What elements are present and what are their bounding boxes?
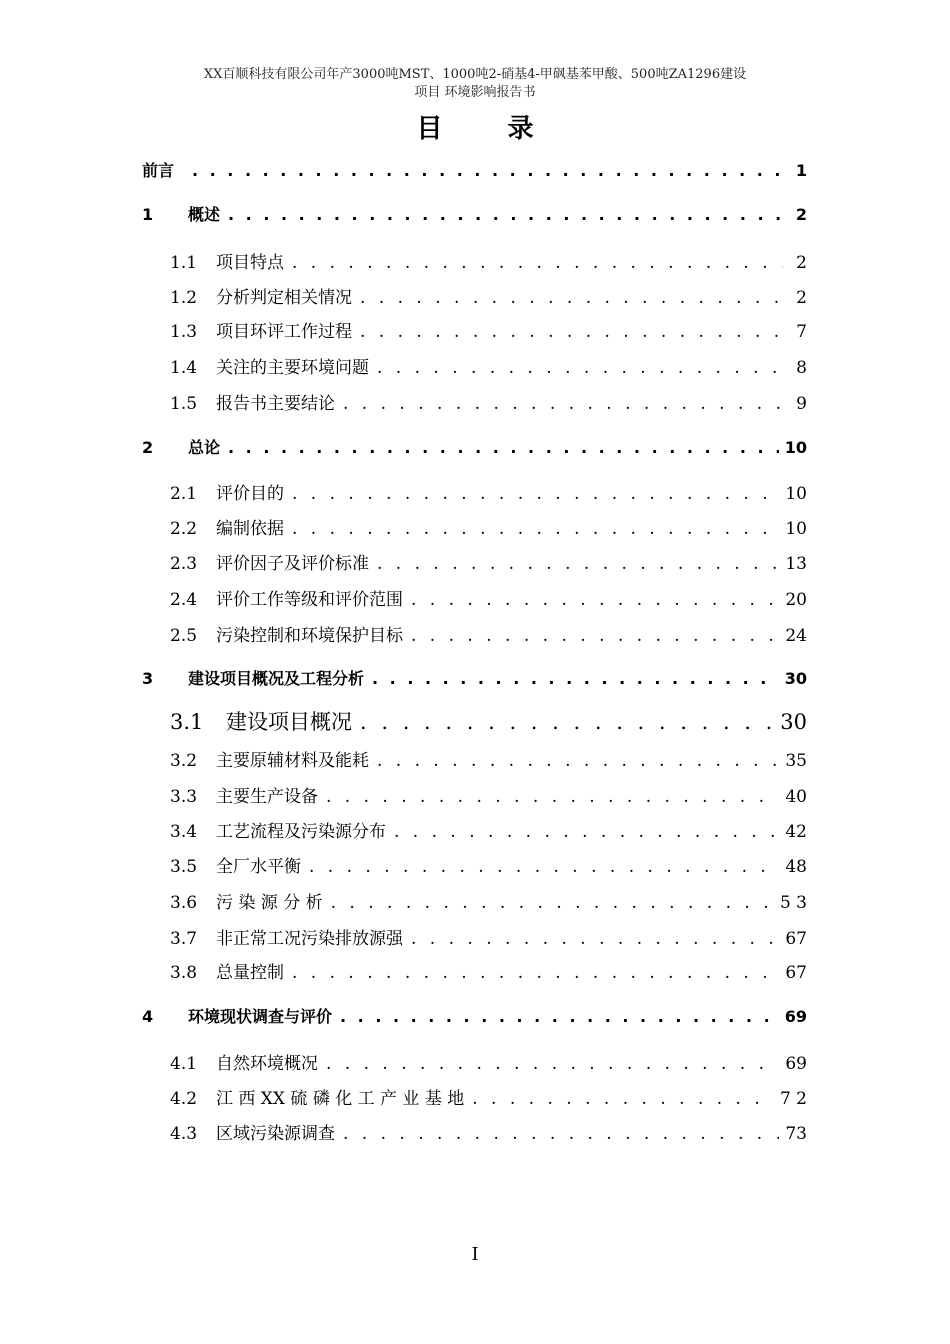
- toc-entry-title: 非正常工况污染排放源强: [216, 929, 403, 949]
- toc-entry-title: 环境现状调查与评价: [188, 1007, 333, 1026]
- toc-entry-title: 主要生产设备: [216, 787, 318, 807]
- toc-entry-number: 3.7: [170, 929, 198, 949]
- header-line-1: XX百顺科技有限公司年产3000吨MST、1000吨2-硝基4-甲砜基苯甲酸、500吨ZA1296建设: [203, 67, 747, 82]
- toc-entry-title: 工艺流程及污染源分布: [216, 822, 386, 842]
- toc-entry-page: 8: [796, 358, 807, 378]
- toc-entry-number: 2.3: [170, 554, 198, 574]
- toc-entry[interactable]: [170, 1084, 807, 1109]
- toc-leader-dots: [340, 1007, 779, 1026]
- toc-leader-dots: [292, 253, 783, 273]
- toc-entry-title: 总论: [188, 438, 221, 457]
- toc-entry[interactable]: [142, 202, 807, 225]
- page-header: [100, 66, 850, 102]
- toc-leader-dots: [343, 1124, 779, 1144]
- toc-entry[interactable]: [142, 435, 807, 458]
- toc-entry-title: 编制依据: [216, 519, 284, 539]
- toc-leader-dots: [411, 626, 779, 646]
- toc-leader-dots: [228, 438, 779, 457]
- toc-leader-dots: [377, 751, 779, 771]
- toc-entry[interactable]: [142, 1004, 807, 1027]
- header-line-2: 项目 环境影响报告书: [414, 85, 536, 100]
- toc-leader-dots: [292, 484, 779, 504]
- toc-entry-page: 10: [784, 438, 807, 457]
- toc-entry-number: 1.3: [170, 322, 198, 342]
- toc-leader-dots: [360, 288, 783, 308]
- toc-entry-title: 项目环评工作过程: [216, 322, 352, 342]
- toc-entry-number: 1.2: [170, 288, 198, 308]
- toc-entry-page: 7 2: [779, 1089, 807, 1109]
- toc-entry[interactable]: [170, 549, 807, 574]
- toc-entry-number: 2.2: [170, 519, 198, 539]
- toc-entry-number: 3.8: [170, 963, 198, 983]
- toc-entry-page: 67: [785, 929, 807, 949]
- toc-entry-title: 污 染 源 分 析: [216, 893, 323, 913]
- toc-entry-title: 评价工作等级和评价范围: [216, 590, 403, 610]
- toc-entry[interactable]: [170, 782, 807, 807]
- toc-entry-page: 30: [784, 669, 807, 688]
- toc-title: 目 录: [416, 114, 562, 144]
- toc-entry-title: 主要原辅材料及能耗: [216, 751, 369, 771]
- toc-entry-number: 4.1: [170, 1054, 198, 1074]
- toc-leader-dots: [377, 554, 779, 574]
- toc-leader-dots: [377, 358, 783, 378]
- toc-leader-dots: [372, 669, 779, 688]
- toc-entry[interactable]: [142, 666, 807, 689]
- toc-entry-number: 2: [142, 438, 154, 457]
- toc-leader-dots: [292, 519, 779, 539]
- toc-entry-page: 9: [796, 394, 807, 414]
- toc-entry-page: 24: [785, 626, 807, 646]
- toc-entry-number: 3.6: [170, 893, 198, 913]
- toc-entry[interactable]: [170, 353, 807, 378]
- toc-entry-page: 2: [796, 288, 807, 308]
- toc-leader-dots: [472, 1089, 774, 1109]
- toc-entry[interactable]: [170, 1049, 807, 1074]
- toc-entry-number: 1.1: [170, 253, 198, 273]
- toc-entry-title: 分析判定相关情况: [216, 288, 352, 308]
- toc-entry[interactable]: [170, 817, 807, 842]
- toc-leader-dots: [326, 787, 779, 807]
- toc-entry[interactable]: [170, 706, 807, 736]
- toc-entry-page: 7: [796, 322, 807, 342]
- toc-entry[interactable]: [170, 585, 807, 610]
- toc-entry-number: 3.5: [170, 857, 198, 877]
- toc-entry-number: 3.4: [170, 822, 198, 842]
- toc-entry-number: 2.1: [170, 484, 198, 504]
- toc-entry-title: 污染控制和环境保护目标: [216, 626, 403, 646]
- toc-entry-number: 2.4: [170, 590, 198, 610]
- toc-entry-page: 13: [785, 554, 807, 574]
- toc-entry-page: 42: [785, 822, 807, 842]
- toc-entry-page: 67: [785, 963, 807, 983]
- toc-entry-page: 69: [785, 1054, 807, 1074]
- toc-entry-page: 69: [784, 1007, 807, 1026]
- toc-entry-title: 建设项目概况: [226, 710, 352, 734]
- toc-leader-dots: [411, 929, 779, 949]
- toc-entry-title: 报告书主要结论: [216, 394, 335, 414]
- toc-entry[interactable]: [170, 621, 807, 646]
- toc-entry[interactable]: [170, 958, 807, 983]
- toc-entry-title: 自然环境概况: [216, 1054, 318, 1074]
- toc-entry-title: 评价目的: [216, 484, 284, 504]
- toc-entry-number: 1.5: [170, 394, 198, 414]
- toc-entry[interactable]: [170, 389, 807, 414]
- toc-entry-title: 评价因子及评价标准: [216, 554, 369, 574]
- toc-entry-title: 总量控制: [216, 963, 284, 983]
- toc-entry-page: 2: [795, 205, 807, 224]
- toc-entry[interactable]: [170, 479, 807, 504]
- toc-leader-dots: [343, 394, 783, 414]
- toc-entry-number: 3.3: [170, 787, 198, 807]
- toc-entry-page: 2: [796, 253, 807, 273]
- toc-leader-dots: [331, 893, 774, 913]
- toc-entry-page: 48: [785, 857, 807, 877]
- toc-entry-number: 4.3: [170, 1124, 198, 1144]
- toc-entry-page: 5 3: [779, 893, 807, 913]
- toc-leader-dots: [411, 590, 779, 610]
- toc-entry-page: 73: [785, 1124, 807, 1144]
- toc-entry-title: 概述: [188, 205, 221, 224]
- toc-entry[interactable]: [170, 248, 807, 273]
- toc-entry-number: 3.1: [170, 710, 204, 734]
- toc-leader-dots: [309, 857, 779, 877]
- toc-entry[interactable]: [170, 924, 807, 949]
- toc-entry[interactable]: [170, 514, 807, 539]
- toc-entry-title: 区域污染源调查: [216, 1124, 335, 1144]
- toc-entry-page: 10: [785, 519, 807, 539]
- toc-entry[interactable]: [170, 888, 807, 913]
- toc-entry[interactable]: [170, 1119, 807, 1144]
- toc-leader-dots: [292, 963, 779, 983]
- toc-entry-number: 3: [142, 669, 154, 688]
- toc-entry-page: 1: [795, 161, 807, 180]
- toc-entry-title: 项目特点: [216, 253, 284, 273]
- toc-leader-dots: [326, 1054, 779, 1074]
- toc-entry-number: 1.4: [170, 358, 198, 378]
- toc-entry[interactable]: [170, 283, 807, 308]
- toc-entry-title: 关注的主要环境问题: [216, 358, 369, 378]
- toc-entry-page: 10: [785, 484, 807, 504]
- toc-entry-title: 江 西 XX 硫 磷 化 工 产 业 基 地: [216, 1089, 465, 1109]
- toc-entry-number: 前言: [142, 161, 175, 180]
- toc-entry-number: 4: [142, 1007, 154, 1026]
- toc-entry-title: 全厂水平衡: [216, 857, 301, 877]
- toc-entry-page: 30: [780, 710, 807, 734]
- toc-entry-number: 2.5: [170, 626, 198, 646]
- toc-leader-dots: [360, 710, 774, 734]
- toc-leader-dots: [394, 822, 779, 842]
- toc-entry[interactable]: [170, 852, 807, 877]
- toc-entry[interactable]: [170, 746, 807, 771]
- toc-leader-dots: [228, 205, 783, 224]
- toc-leader-dots: [360, 322, 783, 342]
- toc-leader-dots: [192, 161, 783, 180]
- toc-entry-number: 1: [142, 205, 154, 224]
- toc-entry-number: 4.2: [170, 1089, 198, 1109]
- toc-entry-title: 建设项目概况及工程分析: [188, 669, 365, 688]
- toc-entry-page: 20: [785, 590, 807, 610]
- toc-entry-page: 35: [785, 751, 807, 771]
- toc-entry-number: 3.2: [170, 751, 198, 771]
- toc-entry-page: 40: [785, 787, 807, 807]
- page-number: I: [471, 1244, 479, 1265]
- toc-entry[interactable]: [170, 317, 807, 342]
- toc-entry[interactable]: [142, 158, 807, 181]
